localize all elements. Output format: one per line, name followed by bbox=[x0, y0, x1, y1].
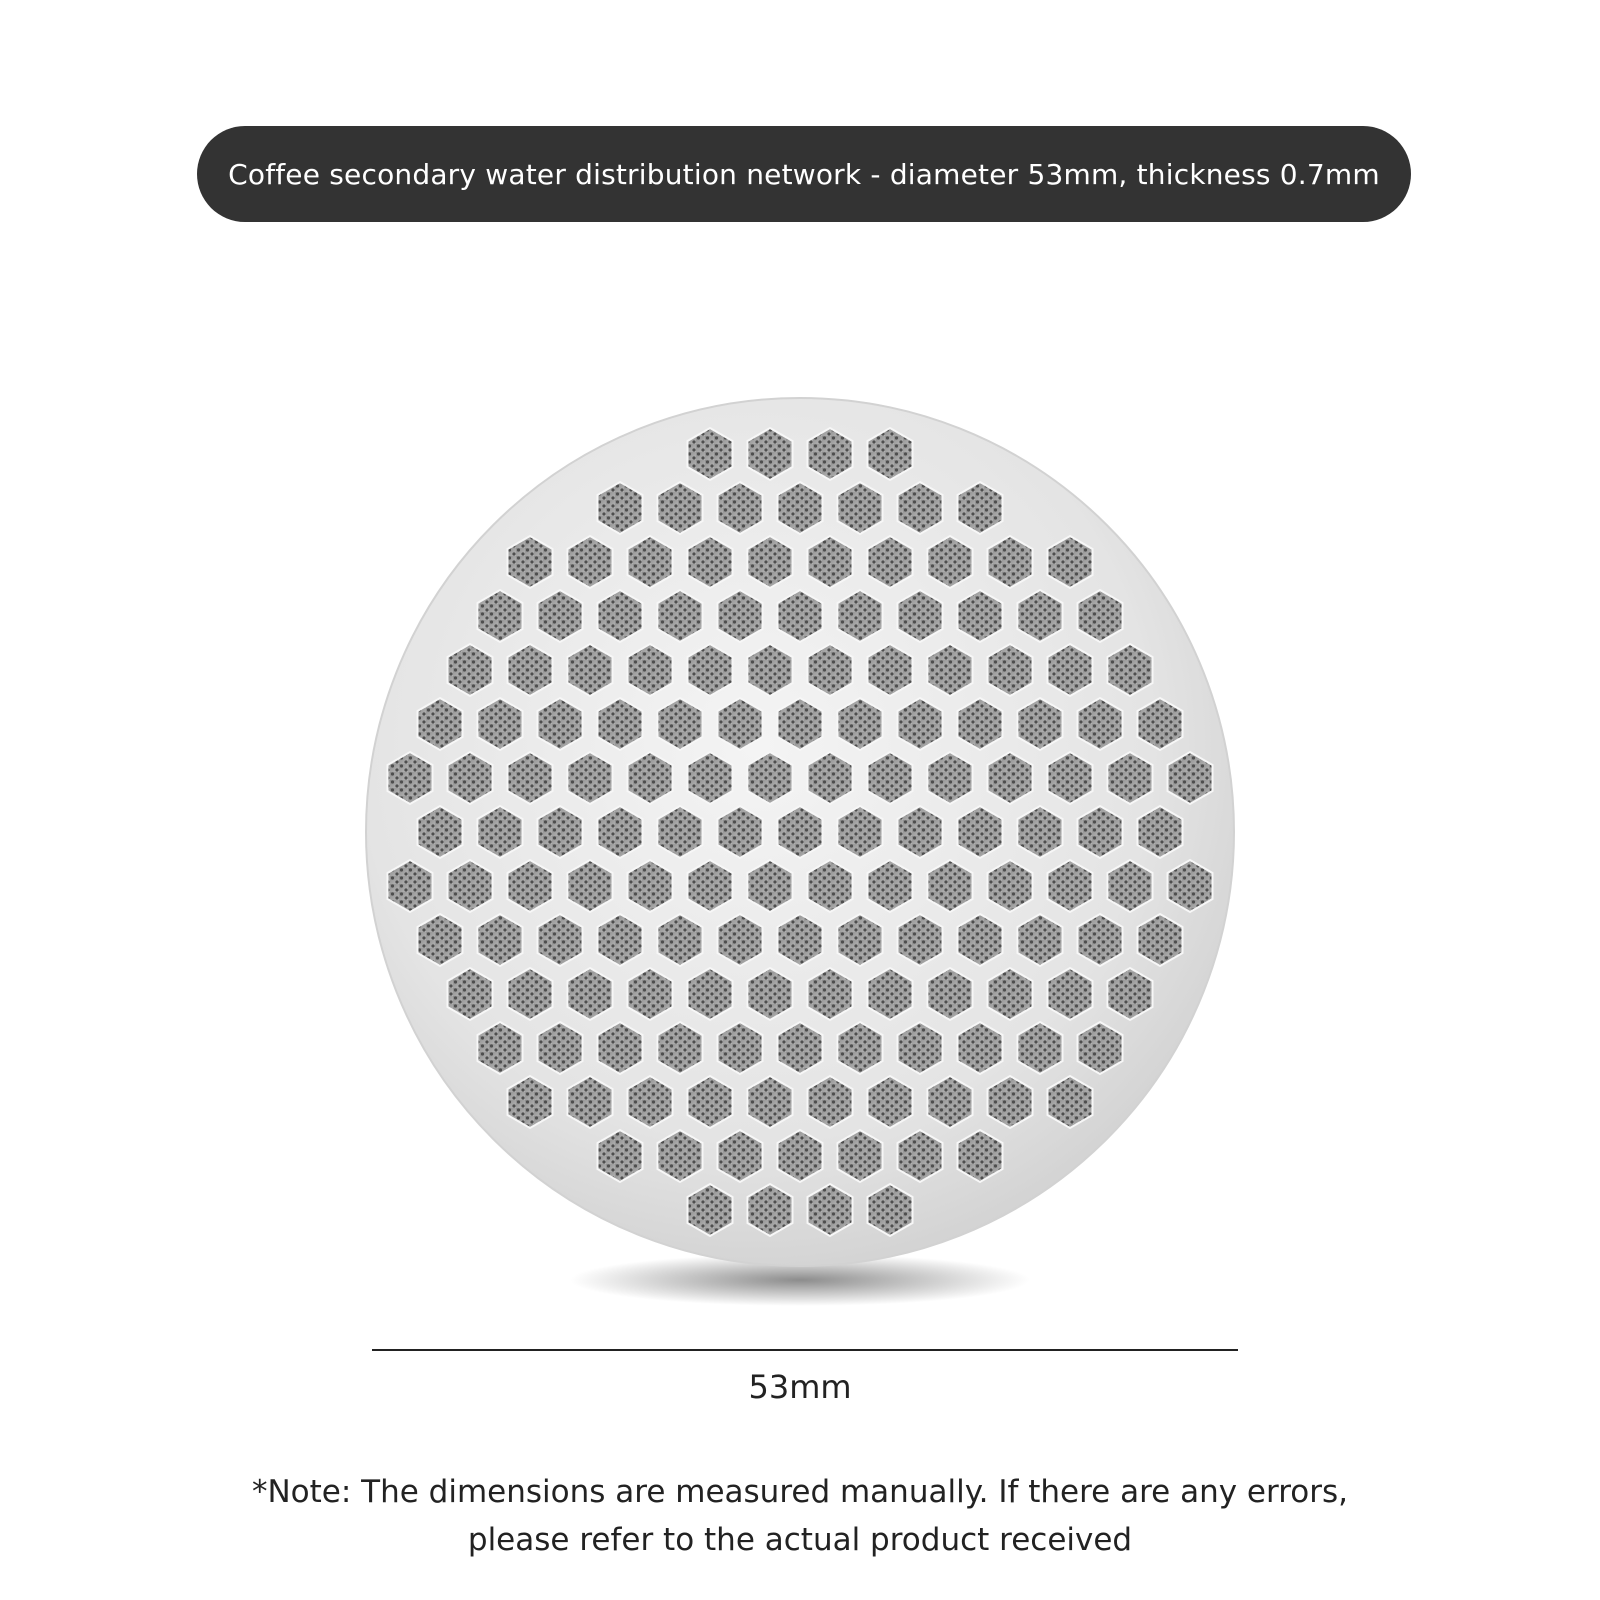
dimension-label: 53mm bbox=[748, 1368, 852, 1406]
title-banner bbox=[197, 126, 1411, 222]
note bbox=[0, 1468, 1600, 1564]
note-line-1: *Note: The dimensions are measured manually. If there are any errors, bbox=[251, 1474, 1348, 1510]
title-text: Coffee secondary water distribution network - diameter 53mm, thickness 0.7mm bbox=[228, 157, 1380, 191]
dimension-line bbox=[372, 1349, 1238, 1351]
note-line-2: please refer to the actual product received bbox=[467, 1522, 1133, 1558]
honeycomb-mesh-disc-icon bbox=[300, 340, 1300, 1340]
